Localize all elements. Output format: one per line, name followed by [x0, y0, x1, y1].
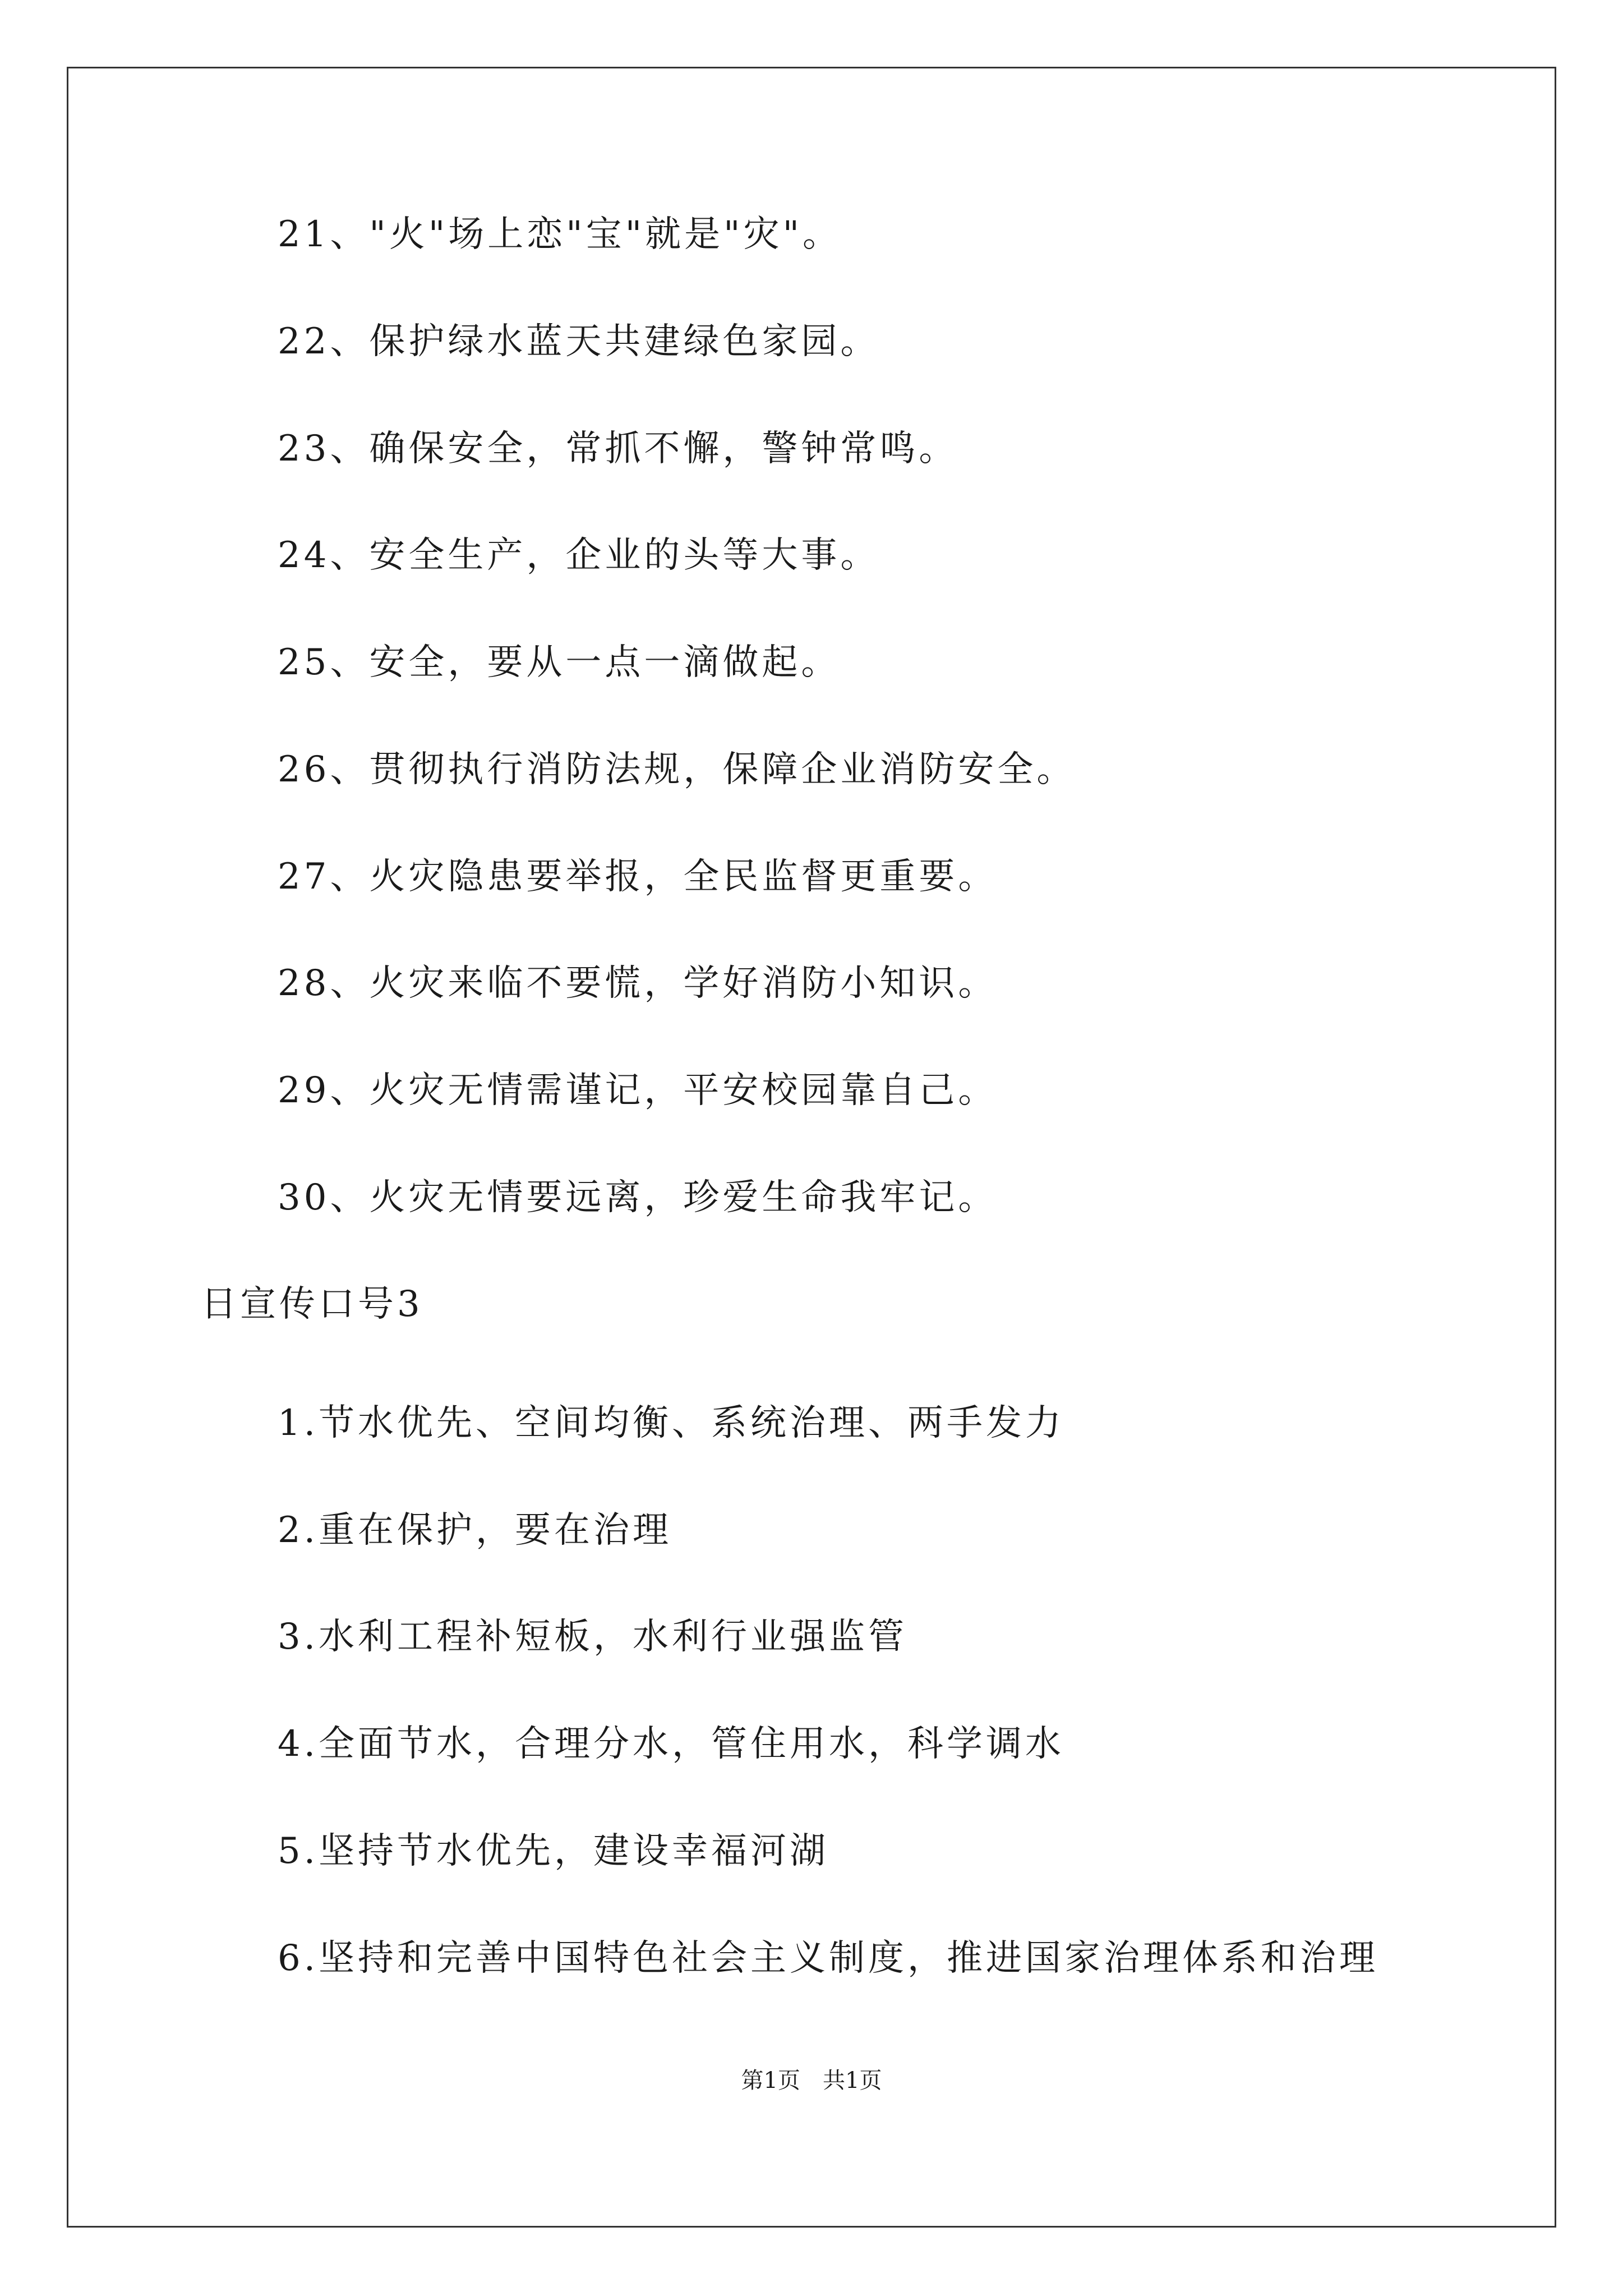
slogan-26: 26、贯彻执行消防法规，保障企业消防安全。	[278, 749, 1076, 790]
slogan-b-4: 4.全面节水，合理分水，管住用水，科学调水	[278, 1723, 1065, 1765]
page-footer: 第1页 共1页	[741, 2068, 882, 2093]
section-heading: 日宣传口号3	[201, 1283, 423, 1325]
slogan-28: 28、火灾来临不要慌，学好消防小知识。	[278, 963, 998, 1004]
slogan-21: 21、"火"场上恋"宝"就是"灾"。	[278, 214, 842, 255]
slogan-30: 30、火灾无情要远离，珍爱生命我牢记。	[278, 1177, 998, 1218]
slogan-23: 23、确保安全，常抓不懈，警钟常鸣。	[278, 428, 958, 470]
page-frame	[67, 67, 1556, 2228]
slogan-b-1: 1.节水优先、空间均衡、系统治理、两手发力	[278, 1402, 1065, 1444]
slogan-b-3: 3.水利工程补短板，水利行业强监管	[278, 1616, 908, 1658]
slogan-b-6: 6.坚持和完善中国特色社会主义制度，推进国家治理体系和治理	[278, 1938, 1379, 1979]
slogan-27: 27、火灾隐患要举报，全民监督更重要。	[278, 856, 998, 898]
slogan-b-2: 2.重在保护，要在治理	[278, 1510, 672, 1551]
slogan-25: 25、安全，要从一点一滴做起。	[278, 642, 841, 683]
slogan-24: 24、安全生产，企业的头等大事。	[278, 535, 880, 576]
slogan-22: 22、保护绿水蓝天共建绿色家园。	[278, 321, 880, 362]
slogan-b-5: 5.坚持节水优先，建设幸福河湖	[278, 1830, 829, 1872]
slogan-29: 29、火灾无情需谨记，平安校园靠自己。	[278, 1070, 998, 1111]
